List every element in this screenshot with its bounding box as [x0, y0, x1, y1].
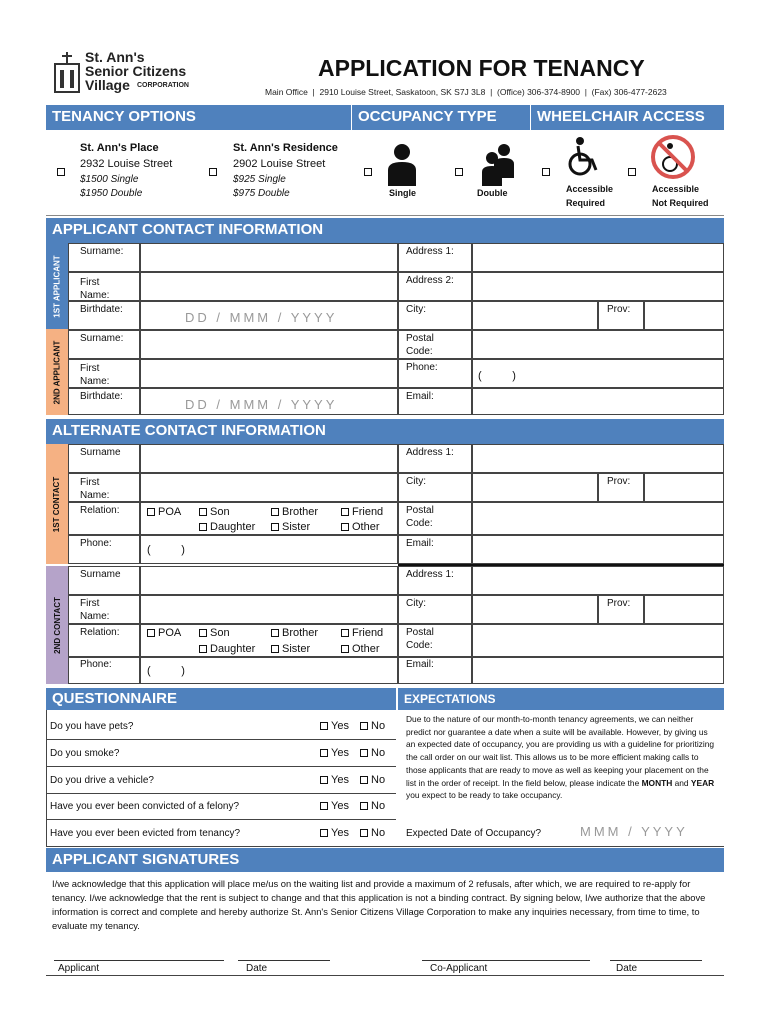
- c2-sister-checkbox[interactable]: [271, 642, 310, 656]
- c2-postal-label: Postal: [406, 627, 434, 638]
- wheelchair-icon: [566, 136, 606, 178]
- contact1-prov-input[interactable]: [644, 473, 724, 502]
- contact2-city-input[interactable]: [472, 595, 598, 624]
- applicant-contact-header: APPLICANT CONTACT INFORMATION: [46, 218, 724, 243]
- city-input[interactable]: [472, 301, 598, 330]
- evicted-yes-checkbox[interactable]: [320, 827, 349, 839]
- city-label: City:: [406, 304, 426, 315]
- email-label: Email:: [406, 391, 434, 402]
- surname-label-2: Surname:: [80, 333, 124, 344]
- question-smoke: Do you smoke?: [50, 748, 120, 759]
- option1-checkbox[interactable]: [57, 168, 65, 176]
- c1-phone-label: Phone:: [80, 538, 112, 549]
- c1-code-label: Code:: [406, 518, 433, 529]
- accessible-required-checkbox[interactable]: [542, 168, 550, 176]
- felony-yes-checkbox[interactable]: [320, 800, 349, 812]
- c1-prov-label: Prov:: [607, 476, 631, 487]
- contact2-tab: 2ND CONTACT: [46, 566, 68, 684]
- applicant1-first-name-input[interactable]: [140, 272, 398, 301]
- no-label: No: [371, 800, 386, 812]
- accessible-not-required-checkbox[interactable]: [628, 168, 636, 176]
- questionnaire-header: QUESTIONNAIRE: [46, 688, 396, 710]
- applicant1-surname-input[interactable]: [140, 243, 398, 272]
- sister-label: Sister: [282, 521, 311, 533]
- logo: [52, 50, 212, 100]
- question-evicted: Have you ever been evicted from tenancy?: [50, 828, 241, 839]
- c1-brother-checkbox[interactable]: [271, 505, 318, 519]
- first-label-2: First: [80, 363, 100, 374]
- c2-friend-checkbox[interactable]: [341, 626, 383, 640]
- yes-label: Yes: [331, 747, 349, 759]
- birthdate-label: Birthdate:: [80, 304, 123, 315]
- option2-name: St. Ann's Residence: [233, 142, 338, 154]
- option1-name: St. Ann's Place: [80, 142, 159, 154]
- first-label: First: [80, 277, 100, 288]
- daughter-label: Daughter: [210, 521, 256, 533]
- question-pets: Do you have pets?: [50, 721, 134, 732]
- yes-label: Yes: [331, 720, 349, 732]
- contact1-email-input[interactable]: [472, 535, 724, 564]
- c1-name-label: Name:: [80, 490, 110, 501]
- pets-yes-checkbox[interactable]: [320, 720, 349, 732]
- c1-sister-checkbox[interactable]: [271, 520, 310, 534]
- son-label: Son: [210, 506, 230, 518]
- c2-name-label: Name:: [80, 611, 110, 622]
- contact2-prov-input[interactable]: [644, 595, 724, 624]
- option2-double: $975 Double: [233, 188, 290, 199]
- applicant2-first-name-input[interactable]: [140, 359, 398, 388]
- other-label: Other: [352, 521, 380, 533]
- c1-friend-checkbox[interactable]: [341, 505, 383, 519]
- daughter-label-2: Daughter: [210, 643, 256, 655]
- address-line: Main Office | 2910 Louise Street, Saskatoon, SK S7J 3L8 | (Office) 306-374-8900 | (Fax) 306-477-2623: [265, 87, 667, 97]
- single-checkbox[interactable]: [364, 168, 372, 176]
- vehicle-no-checkbox[interactable]: [360, 774, 385, 786]
- c1-son-checkbox[interactable]: [199, 505, 230, 519]
- c1-relation-label: Relation:: [80, 505, 120, 516]
- postal-label: Postal: [406, 333, 434, 344]
- c2-other-checkbox[interactable]: [341, 642, 380, 656]
- c1-poa-checkbox[interactable]: [147, 505, 181, 519]
- son-label-2: Son: [210, 627, 230, 639]
- brother-label: Brother: [282, 506, 319, 518]
- address1-label: Address 1:: [406, 246, 454, 257]
- co-applicant-signature-line[interactable]: Co-Applicant: [430, 963, 488, 974]
- option2-single: $925 Single: [233, 174, 286, 185]
- c1-daughter-checkbox[interactable]: [199, 520, 255, 534]
- applicant-date-line[interactable]: Date: [246, 963, 268, 974]
- friend-label: Friend: [352, 506, 384, 518]
- c1-phone-paren: ( ): [147, 544, 185, 556]
- contact1-postal-input[interactable]: [472, 502, 724, 535]
- page-title: APPLICATION FOR TENANCY: [318, 55, 645, 81]
- two-people-icon: [478, 142, 518, 186]
- prov-label: Prov:: [607, 304, 631, 315]
- logo-line1: St. Ann's: [85, 49, 145, 65]
- logo-line2: Senior Citizens: [85, 63, 187, 79]
- c2-phone-paren: ( ): [147, 665, 185, 677]
- c2-son-checkbox[interactable]: [199, 626, 230, 640]
- no-label: No: [371, 827, 386, 839]
- c2-brother-checkbox[interactable]: [271, 626, 318, 640]
- smoke-no-checkbox[interactable]: [360, 747, 385, 759]
- birthdate-placeholder: DD / MMM / YYYY: [185, 310, 338, 325]
- contact2-address1-input[interactable]: [472, 566, 724, 595]
- no-wheelchair-icon: [650, 134, 696, 180]
- contact1-city-input[interactable]: [472, 473, 598, 502]
- birthdate-label-2: Birthdate:: [80, 391, 123, 402]
- applicant1-tab: 1ST APPLICANT: [46, 243, 68, 329]
- occupancy-header: OCCUPANCY TYPE: [352, 105, 530, 130]
- logo-line3: Village: [85, 77, 130, 93]
- contact1-tab: 1ST CONTACT: [46, 444, 68, 564]
- other-label-2: Other: [352, 643, 380, 655]
- phone-paren: ( ): [478, 370, 516, 382]
- address2-label: Address 2:: [406, 275, 454, 286]
- logo-corp: CORPORATION: [137, 82, 189, 89]
- applicant2-tab: 2ND APPLICANT: [46, 329, 68, 415]
- c1-postal-label: Postal: [406, 505, 434, 516]
- phone-label: Phone:: [406, 362, 438, 373]
- option2-street: 2902 Louise Street: [233, 158, 326, 170]
- c2-email-label: Email:: [406, 659, 434, 670]
- expected-date-input[interactable]: MMM / YYYY: [580, 824, 688, 839]
- poa-label: POA: [158, 506, 182, 518]
- c2-phone-label: Phone:: [80, 659, 112, 670]
- postal-code-input[interactable]: [472, 330, 724, 359]
- sister-label-2: Sister: [282, 643, 311, 655]
- wheelchair-header: WHEELCHAIR ACCESS: [531, 105, 724, 130]
- yes-label: Yes: [331, 827, 349, 839]
- co-applicant-date-line[interactable]: Date: [616, 963, 638, 974]
- option1-double: $1950 Double: [80, 188, 143, 199]
- vehicle-yes-checkbox[interactable]: [320, 774, 349, 786]
- c2-relation-label: Relation:: [80, 627, 120, 638]
- c2-address1-label: Address 1:: [406, 569, 454, 580]
- applicant2-surname-input[interactable]: [140, 330, 398, 359]
- signature-text: I/we acknowledge that this application will place me/us on the waiting list and provide a maximum of 2 refusals, after which, we are required to re-apply for tenancy. I/we acknowledge that the rent is subject to change and that this application is not a binding contract. By signing below, I/we authorize that the above information is correct and complete and hereby authorize St. Ann's Senior Citizens Village Corporation to make any inquiries necessary, from time to time, to evaluate my tenancy.: [52, 878, 706, 931]
- c2-first-label: First: [80, 598, 100, 609]
- c1-address1-label: Address 1:: [406, 447, 454, 458]
- tenancy-options-header: TENANCY OPTIONS: [46, 105, 351, 130]
- friend-label-2: Friend: [352, 627, 384, 639]
- yes-label: Yes: [331, 800, 349, 812]
- c2-prov-label: Prov:: [607, 598, 631, 609]
- brother-label-2: Brother: [282, 627, 319, 639]
- question-vehicle: Do you drive a vehicle?: [50, 775, 154, 786]
- contact2-surname-input[interactable]: [140, 566, 398, 595]
- c2-daughter-checkbox[interactable]: [199, 642, 255, 656]
- contact2-email-input[interactable]: [472, 657, 724, 684]
- c2-surname-label: Surname: [80, 569, 121, 580]
- no-label: No: [371, 720, 386, 732]
- expected-date-label: Expected Date of Occupancy?: [406, 828, 542, 839]
- single-person-icon: [385, 142, 419, 186]
- c1-first-label: First: [80, 477, 100, 488]
- c2-code-label: Code:: [406, 640, 433, 651]
- surname-label: Surname:: [80, 246, 124, 257]
- logo-emblem-icon: [52, 50, 82, 94]
- email-input[interactable]: [472, 388, 724, 415]
- single-label: Single: [389, 188, 417, 198]
- double-label: Double: [477, 188, 508, 198]
- option1-street: 2932 Louise Street: [80, 158, 173, 170]
- expectations-header: EXPECTATIONS: [398, 688, 724, 710]
- accessible-not-required-1: Accessible: [652, 184, 700, 194]
- birthdate-placeholder-2: DD / MMM / YYYY: [185, 397, 338, 412]
- no-label: No: [371, 774, 386, 786]
- applicant-signature-line[interactable]: Applicant: [58, 963, 100, 974]
- prov-input[interactable]: [644, 301, 724, 330]
- no-label: No: [371, 747, 386, 759]
- alternate-contact-header: ALTERNATE CONTACT INFORMATION: [46, 419, 724, 444]
- code-label: Code:: [406, 346, 433, 357]
- c1-email-label: Email:: [406, 538, 434, 549]
- smoke-yes-checkbox[interactable]: [320, 747, 349, 759]
- contact1-surname-input[interactable]: [140, 444, 398, 473]
- contact2-postal-input[interactable]: [472, 624, 724, 657]
- contact1-address1-input[interactable]: [472, 444, 724, 473]
- option2-checkbox[interactable]: [209, 168, 217, 176]
- expectations-text: Due to the nature of our month-to-month tenancy agreements, we can neither predict nor guarantee a date when a suite will be available. However, by giving us an expected date of occupancy, you are providing us with a guideline for prioritizing the call order on our wait list. This allows us to be more efficient making calls to those applicants that are ready to move as well as keeping your placement on the list in the order of receipt. In the field below, please indicate the MONTH and YEAR you expect to be ready to take occupancy.: [406, 714, 715, 801]
- c2-city-label: City:: [406, 598, 426, 609]
- c1-other-checkbox[interactable]: [341, 520, 380, 534]
- c2-poa-checkbox[interactable]: [147, 626, 181, 640]
- address1-input[interactable]: [472, 243, 724, 272]
- accessible-required-2: Required: [566, 198, 606, 208]
- pets-no-checkbox[interactable]: [360, 720, 385, 732]
- question-felony: Have you ever been convicted of a felony?: [50, 801, 240, 812]
- option1-single: $1500 Single: [80, 174, 139, 185]
- name-label: Name:: [80, 290, 110, 301]
- poa-label-2: POA: [158, 627, 182, 639]
- evicted-no-checkbox[interactable]: [360, 827, 385, 839]
- signatures-header: APPLICANT SIGNATURES: [46, 848, 724, 872]
- felony-no-checkbox[interactable]: [360, 800, 385, 812]
- name-label-2: Name:: [80, 376, 110, 387]
- contact1-first-name-input[interactable]: [140, 473, 398, 502]
- contact2-first-name-input[interactable]: [140, 595, 398, 624]
- yes-label: Yes: [331, 774, 349, 786]
- address2-input[interactable]: [472, 272, 724, 301]
- c1-surname-label: Surname: [80, 447, 121, 458]
- double-checkbox[interactable]: [455, 168, 463, 176]
- c1-city-label: City:: [406, 476, 426, 487]
- accessible-required-1: Accessible: [566, 184, 614, 194]
- accessible-not-required-2: Not Required: [652, 198, 709, 208]
